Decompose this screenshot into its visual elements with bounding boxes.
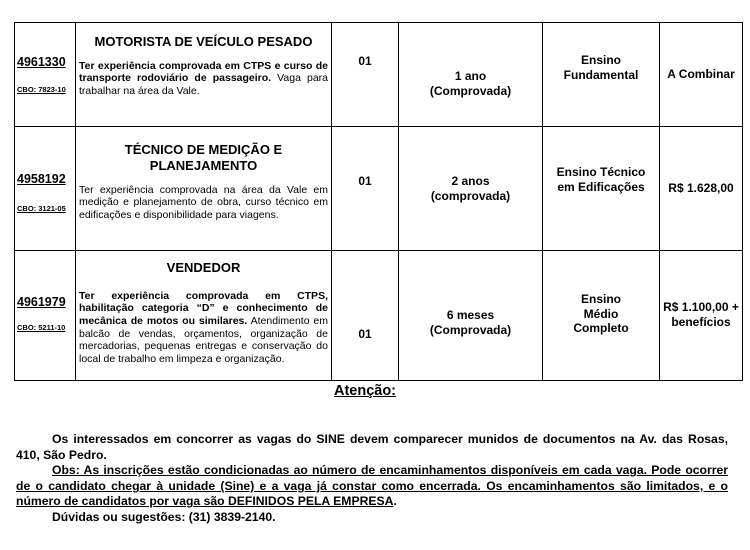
- job-code: 4961330: [17, 55, 66, 69]
- notes-obs-end: .: [393, 494, 397, 509]
- table-row: [15, 127, 743, 251]
- description-cell: [76, 23, 332, 127]
- experience-duration: 2 anos: [451, 174, 490, 188]
- education-cell: [543, 23, 660, 127]
- education-cell: [543, 251, 660, 381]
- education: Ensino Fundamental: [563, 53, 639, 82]
- vagas-count: 01: [358, 327, 372, 341]
- salary-cell: [660, 251, 743, 381]
- job-title: VENDEDOR: [166, 260, 241, 275]
- table-row: [15, 251, 743, 381]
- vagas-cell: [332, 127, 399, 251]
- description-cell: [76, 127, 332, 251]
- experience-cell: [399, 251, 543, 381]
- desc-bold: Ter experiência comprovada em CTPS e curso de transporte rodoviário de passageiro.: [79, 59, 328, 85]
- desc-normal: Atendimento em balcão de vendas, orçamentos, organização de mercadorias, pequenas entregas e conservação do local de trabalho em limpeza e organização.: [79, 315, 328, 365]
- notes-contact: Dúvidas ou sugestões: (31) 3839-2140.: [52, 510, 276, 525]
- salary: A Combinar: [667, 67, 735, 81]
- job-code: 4958192: [17, 172, 66, 186]
- vagas-count: 01: [358, 174, 372, 188]
- cbo-code: CBO: 5211-10: [17, 323, 66, 332]
- salary-cell: [660, 127, 743, 251]
- notes-observation: [16, 463, 728, 510]
- desc-normal: Ter experiência comprovada na área da Vale em medição e planejamento de obra, curso técnico em edificações e disponibilidade para viagens.: [79, 183, 328, 221]
- salary-cell: [660, 23, 743, 127]
- salary: R$ 1.100,00 + benefícios: [663, 300, 739, 329]
- experience-note: (Comprovada): [429, 83, 512, 98]
- job-description: [76, 60, 331, 98]
- experience: [399, 69, 542, 98]
- attention-heading: Atenção:: [333, 383, 397, 399]
- description-cell: [76, 251, 332, 381]
- experience-duration: 6 meses: [446, 308, 495, 322]
- cbo-code: CBO: 3121-05: [17, 204, 66, 213]
- vagas-count: 01: [358, 54, 372, 68]
- job-code: 4961979: [17, 295, 66, 309]
- experience: [399, 308, 542, 337]
- experience-note: (comprovada): [430, 188, 511, 203]
- code-cell: [15, 23, 76, 127]
- salary: R$ 1.628,00: [668, 181, 734, 195]
- job-title: MOTORISTA DE VEÍCULO PESADO: [94, 34, 313, 49]
- experience-cell: [399, 23, 543, 127]
- table-row: [15, 23, 743, 127]
- desc-normal: Vaga para trabalhar na área da Vale.: [79, 72, 328, 98]
- notes-obs-text: Obs: As inscrições estão condicionadas ao número de encaminhamentos disponíveis em cada vaga. Pode ocorrer de o candidato chegar à unidade (Sine) e a vaga já constar como encerrada. Os encaminhamentos são limitados, e o número de candidatos por vaga são DEFINIDOS PELA EMPRESA: [16, 463, 728, 509]
- experience: [399, 174, 542, 203]
- desc-bold: Ter experiência comprovada em CTPS, habilitação categoria “D” e conhecimento de mecânica de motos ou similares.: [79, 289, 328, 328]
- vagas-cell: [332, 251, 399, 381]
- notes-instructions: Os interessados em concorrer as vagas do SINE devem comparecer munidos de documentos na Av. das Rosas, 410, São Pedro.: [16, 432, 728, 462]
- code-cell: [15, 127, 76, 251]
- experience-duration: 1 ano: [454, 69, 487, 83]
- experience-cell: [399, 127, 543, 251]
- cbo-code: CBO: 7823-10: [17, 85, 66, 94]
- jobs-table: [14, 22, 743, 381]
- vagas-cell: [332, 23, 399, 127]
- code-cell: [15, 251, 76, 381]
- experience-note: (Comprovada): [429, 322, 512, 337]
- education-cell: [543, 127, 660, 251]
- job-description: [76, 290, 331, 366]
- job-description: [76, 184, 331, 222]
- notes-block: [16, 432, 728, 526]
- education: Ensino Médio Completo: [573, 292, 629, 336]
- education: Ensino Técnico em Edificações: [556, 165, 646, 194]
- job-title: TÉCNICO DE MEDIÇÃO E PLANEJAMENTO: [124, 142, 283, 173]
